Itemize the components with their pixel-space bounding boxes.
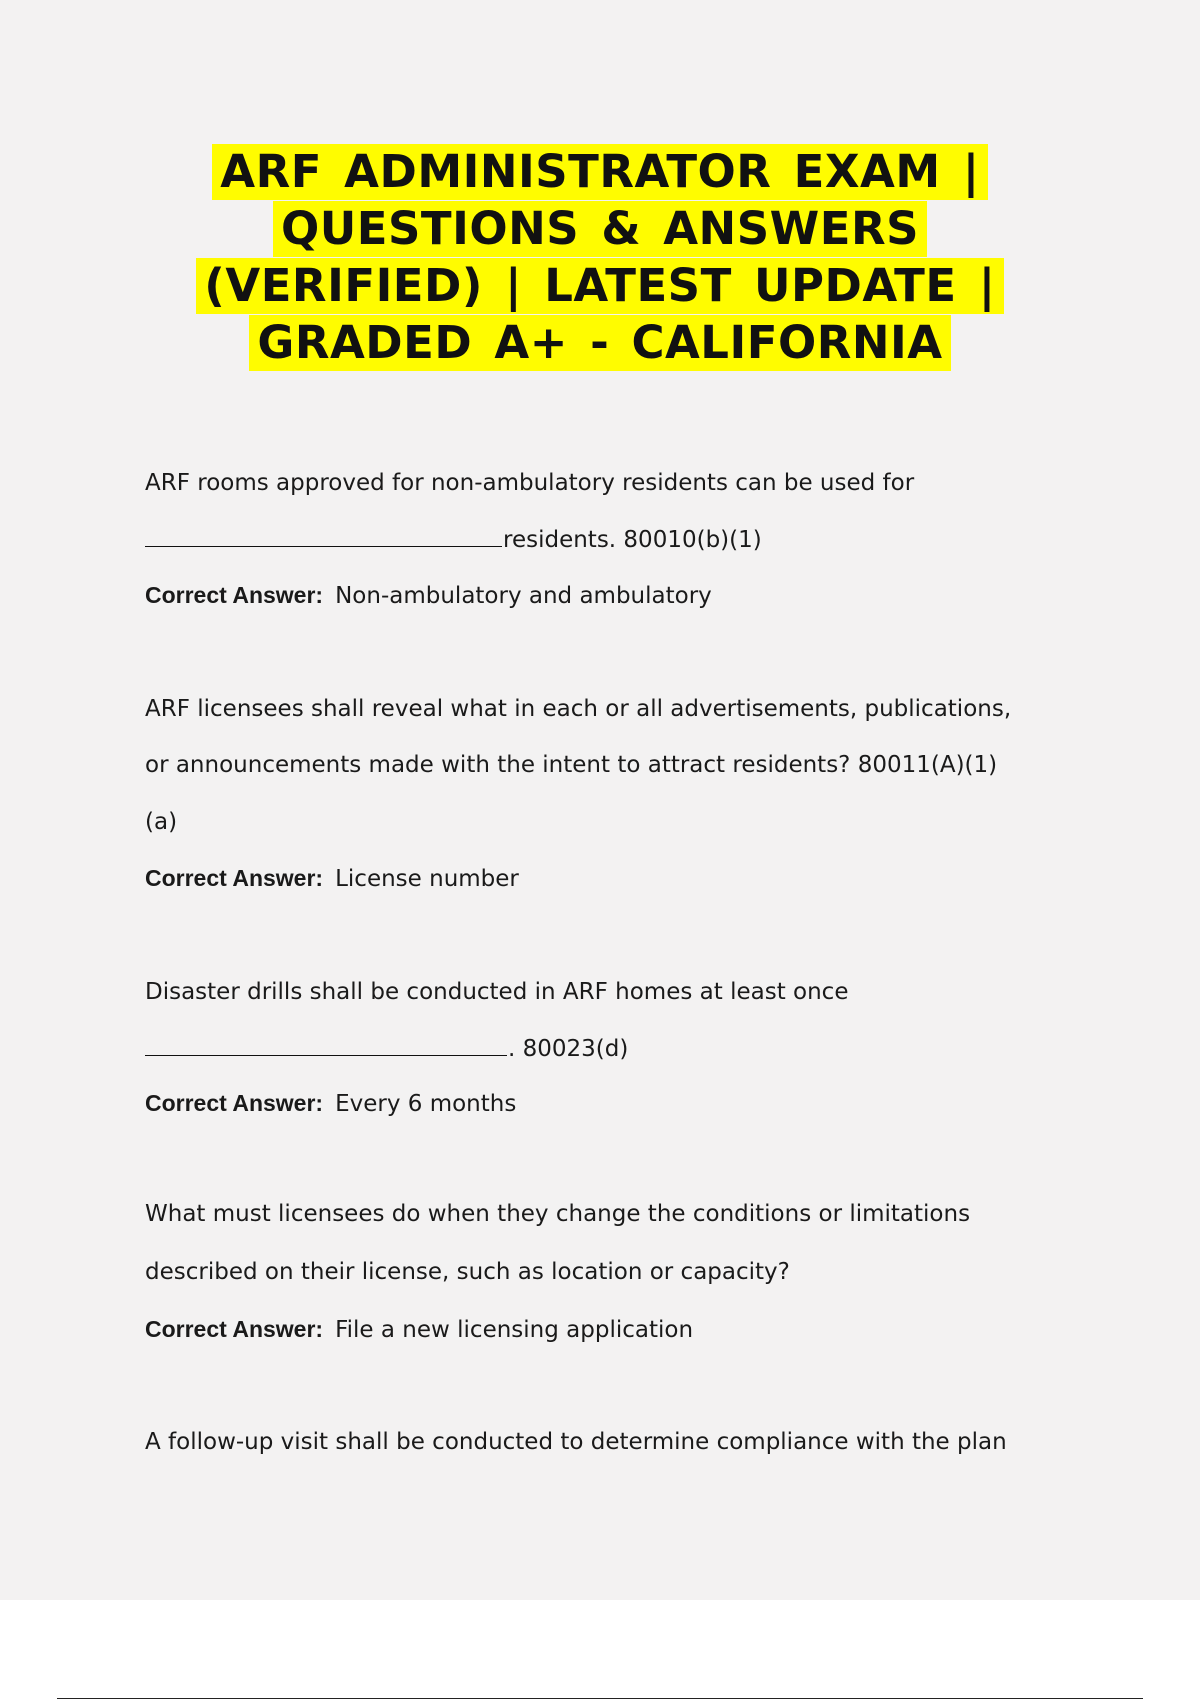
answer-label: Correct Answer:: [145, 1090, 324, 1116]
title-line-4: GRADED A+ - CALIFORNIA: [249, 315, 950, 371]
answer-1-text: Non-ambulatory and ambulatory: [335, 583, 712, 609]
question-3-line-2: [145, 1033, 628, 1063]
title-line-3: (VERIFIED) | LATEST UPDATE |: [196, 258, 1003, 314]
answer-3: [145, 1088, 516, 1118]
answer-label: Correct Answer:: [145, 1316, 324, 1342]
answer-4: [145, 1314, 693, 1344]
answer-3-text: Every 6 months: [335, 1091, 517, 1117]
question-1-line-1: ARF rooms approved for non-ambulatory residents can be used for: [145, 470, 915, 496]
answer-4-text: File a new licensing application: [335, 1317, 694, 1343]
question-2-line-3: (a): [145, 809, 178, 835]
question-3-suffix: . 80023(d): [508, 1036, 629, 1062]
answer-2: [145, 863, 519, 893]
title-line-1: ARF ADMINISTRATOR EXAM |: [212, 144, 988, 200]
fill-in-blank: [145, 524, 502, 547]
question-4-line-1: What must licensees do when they change the conditions or limitations: [145, 1201, 971, 1227]
title-line-2: QUESTIONS & ANSWERS: [273, 201, 927, 257]
answer-label: Correct Answer:: [145, 582, 324, 608]
footer-divider: [57, 1698, 1143, 1699]
question-2-line-2: or announcements made with the intent to attract residents? 80011(A)(1): [145, 752, 998, 778]
answer-1: [145, 580, 712, 610]
answer-label: Correct Answer:: [145, 865, 324, 891]
answer-2-text: License number: [335, 866, 519, 892]
question-5-line-1: A follow-up visit shall be conducted to determine compliance with the plan: [145, 1429, 1007, 1455]
question-2-line-1: ARF licensees shall reveal what in each or all advertisements, publications,: [145, 696, 1012, 722]
fill-in-blank: [145, 1033, 507, 1056]
document-title: [0, 144, 1200, 372]
question-4-line-2: described on their license, such as location or capacity?: [145, 1259, 790, 1285]
question-1-line-2: [145, 524, 762, 554]
question-1-suffix: residents. 80010(b)(1): [503, 527, 762, 553]
question-3-line-1: Disaster drills shall be conducted in ARF homes at least once: [145, 979, 849, 1005]
